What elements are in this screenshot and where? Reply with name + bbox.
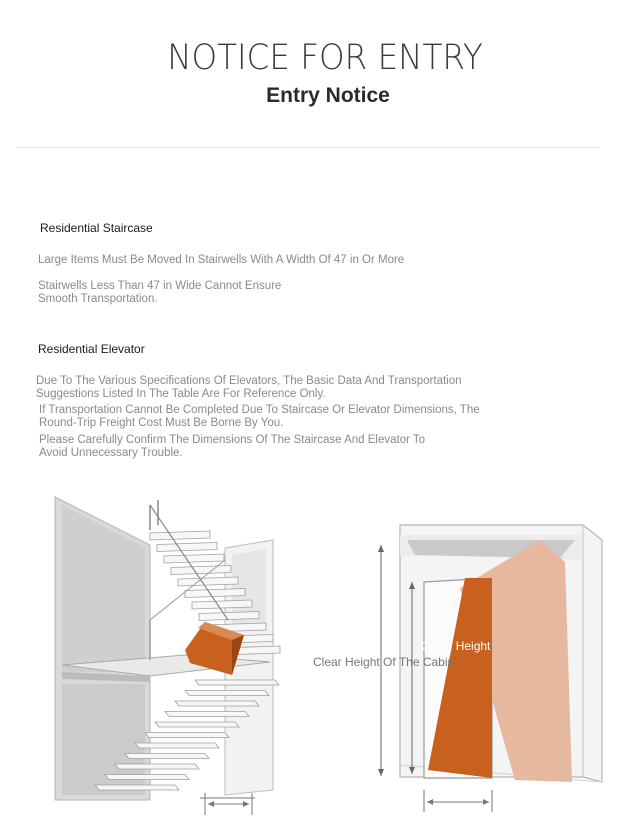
stair-step	[195, 680, 279, 685]
stair-step	[175, 701, 259, 706]
page-title: NOTICE FOR ENTRY	[167, 38, 483, 78]
stair-step	[125, 754, 209, 759]
cabin-height-label: Cabin Height	[421, 639, 491, 653]
staircase-warning-line-1: Stairwells Less Than 47 in Wide Cannot Ensure	[38, 280, 282, 292]
staircase-heading: Residential Staircase	[40, 221, 153, 235]
stair-step	[171, 566, 231, 575]
stair-step	[157, 543, 217, 552]
stair-step	[95, 785, 179, 790]
stair-step	[135, 743, 219, 748]
stair-step	[192, 600, 252, 609]
stair-step	[155, 722, 239, 727]
stair-step	[199, 612, 259, 621]
divider	[16, 147, 600, 148]
elevator-cost-text	[39, 404, 480, 430]
stair-step	[165, 712, 249, 717]
stair-step	[185, 691, 269, 696]
stair-step	[105, 775, 189, 780]
elevator-confirm-line-1: Please Carefully Confirm The Dimensions Of The Staircase And Elevator To	[39, 434, 426, 446]
elevator-confirm-text	[39, 434, 425, 460]
stair-step	[178, 577, 238, 586]
stair-step	[115, 764, 199, 769]
elevator-cost-line-1: If Transportation Cannot Be Completed Due To Staircase Or Elevator Dimensions, The	[39, 404, 480, 416]
clear-height-label: Clear Height Of The Cabin	[313, 655, 455, 669]
elevator-confirm-line-2: Avoid Unnecessary Trouble.	[39, 447, 183, 459]
staircase-warning-text	[38, 280, 281, 306]
elevator-heading: Residential Elevator	[38, 342, 145, 356]
elevator-cost-line-2: Round-Trip Freight Cost Must Be Borne By You.	[39, 417, 284, 429]
elevator-reference-text	[36, 375, 462, 401]
stair-step	[145, 733, 229, 738]
moving-illustration	[0, 470, 640, 819]
elevator-reference-line-2: Suggestions Listed In The Table Are For Reference Only.	[36, 388, 326, 400]
elevator-reference-line-1: Due To The Various Specifications Of Elevators, The Basic Data And Transportation	[36, 375, 462, 387]
stair-step	[164, 554, 224, 563]
staircase-illustration	[55, 497, 280, 815]
staircase-requirement-text: Large Items Must Be Moved In Stairwells With A Width Of 47 in Or More	[38, 254, 405, 266]
page-subtitle: Entry Notice	[266, 84, 390, 107]
stair-step	[150, 531, 210, 540]
elevator-illustration	[313, 525, 602, 812]
staircase-warning-line-2: Smooth Transportation.	[38, 293, 158, 305]
stair-step	[185, 589, 245, 598]
